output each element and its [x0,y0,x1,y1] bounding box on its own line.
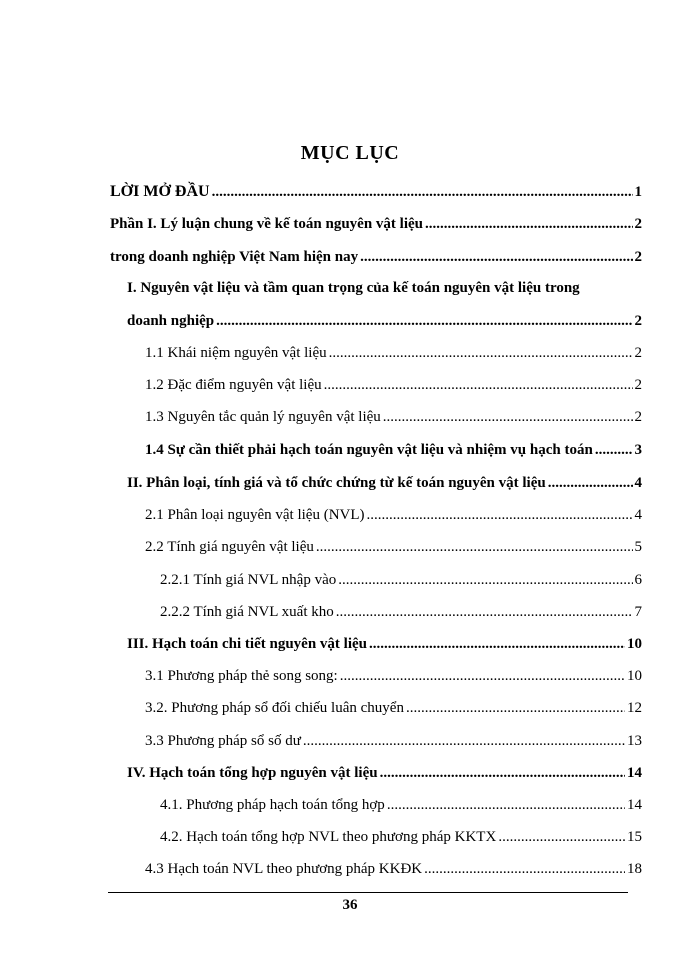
toc-entry-text: 2.2 Tính giá nguyên vật liệu [145,539,314,555]
dot-leader [367,505,633,525]
toc-entry-text: II. Phân loại, tính giá và tổ chức chứng từ kế toán nguyên vật liệu [127,475,546,491]
toc-entry-4-2 [160,827,642,847]
toc-entry-page: 2 [634,313,642,329]
toc-entry-page: 2 [634,216,642,232]
toc-entry-page: 2 [634,409,642,425]
toc-entry-text: III. Hạch toán chi tiết nguyên vật liệu [127,636,368,652]
toc-entry-text: 4.1. Phương pháp hạch toán tổng hợp [160,797,385,813]
toc-entry-text: doanh nghiệp [127,313,215,329]
dot-leader [387,795,625,815]
dot-leader [383,407,633,427]
toc-entry-section-4 [127,763,642,783]
toc-entry-text: 3.2. Phương pháp sổ đối chiếu luân chuyển [145,700,404,716]
toc-entry-2-2 [145,537,642,557]
toc-entry-page: 14 [627,765,642,781]
toc-entry-text: 4.2. Hạch toán tổng hợp NVL theo phương pháp KKTX [160,829,497,845]
dot-leader [498,827,625,847]
dot-leader [380,763,625,783]
toc-entry-section-2 [127,473,642,493]
toc-entry-text: 4.3 Hạch toán NVL theo phương pháp KKĐK [145,861,423,877]
dot-leader [212,182,633,202]
toc-entry-page: 1 [634,184,642,200]
toc-entry-section-1-cont [127,311,642,331]
toc-entry-text: trong doanh nghiệp Việt Nam hiện nay [110,249,359,265]
dot-leader [329,343,633,363]
toc-entry-section-1 [127,278,642,298]
toc-entry-text: 2.2.2 Tính giá NVL xuất kho [160,604,334,620]
dot-leader [303,731,625,751]
toc-entry-page: 2 [634,249,642,265]
toc-entry-1-3 [145,407,642,427]
toc-entry-page: 18 [627,861,642,877]
toc-entry-2-1 [145,505,642,525]
toc-entry-text: 1.2 Đặc điểm nguyên vật liệu [145,377,322,393]
toc-entry-page: 10 [627,668,642,684]
toc-entry-page: 5 [634,539,642,555]
toc-entry-text: 2.1 Phân loại nguyên vật liệu (NVL) [145,507,365,523]
toc-entry-page: 14 [627,797,642,813]
toc-entry-text: LỜI MỞ ĐẦU [110,183,210,200]
toc-entry-2-2-1 [160,570,642,590]
toc-entry-text: 1.3 Nguyên tắc quản lý nguyên vật liệu [145,409,381,425]
toc-entry-2-2-2 [160,602,642,622]
toc-entry-1-2 [145,375,642,395]
toc-entry-intro [110,182,642,202]
dot-leader [216,311,632,331]
toc-entry-4-3 [145,859,642,879]
dot-leader [548,473,633,493]
dot-leader [316,537,633,557]
toc-entry-text: 2.2.1 Tính giá NVL nhập vào [160,572,337,588]
toc-entry-text: 1.1 Khái niệm nguyên vật liệu [145,345,327,361]
dot-leader [338,570,632,590]
toc-entry-1-4 [145,440,642,460]
toc-entry-text: 1.4 Sự cần thiết phải hạch toán nguyên vật liệu và nhiệm vụ hạch toán [145,442,593,458]
toc-entry-page: 3 [634,442,642,458]
dot-leader [369,634,625,654]
toc-entry-page: 10 [627,636,642,652]
toc-entry-page: 2 [634,345,642,361]
toc-entry-3-2 [145,698,642,718]
dot-leader [336,602,633,622]
dot-leader [340,666,625,686]
toc-entry-text: 3.3 Phương pháp sổ số dư [145,733,301,749]
page-number: 36 [342,897,358,913]
toc-entry-3-3 [145,731,642,751]
dot-leader [406,698,625,718]
toc-entry-page: 4 [634,475,642,491]
toc-entry-section-3 [127,634,642,654]
dot-leader [424,859,625,879]
toc-entry-page: 7 [634,604,642,620]
toc-entry-1-1 [145,343,642,363]
footer-divider [108,892,628,893]
toc-entry-page: 15 [627,829,642,845]
toc-entry-part-1-cont [110,247,642,267]
page-title: MỤC LỤC [300,142,400,164]
toc-entry-page: 6 [634,572,642,588]
toc-entry-page: 12 [627,700,642,716]
dot-leader [324,375,633,395]
toc-entry-3-1 [145,666,642,686]
toc-entry-text: Phần I. Lý luận chung về kế toán nguyên vật liệu [110,216,423,232]
toc-entry-part-1 [110,214,642,234]
toc-entry-text: I. Nguyên vật liệu và tầm quan trọng của kế toán nguyên vật liệu trong [127,280,580,296]
toc-entry-text: 3.1 Phương pháp thẻ song song: [145,668,338,684]
toc-entry-4-1 [160,795,642,815]
toc-entry-page: 4 [634,507,642,523]
toc-entry-text: IV. Hạch toán tổng hợp nguyên vật liệu [127,765,378,781]
dot-leader [595,440,633,460]
toc-entry-page: 2 [634,377,642,393]
toc-entry-page: 13 [627,733,642,749]
dot-leader [360,247,632,267]
dot-leader [425,214,633,234]
